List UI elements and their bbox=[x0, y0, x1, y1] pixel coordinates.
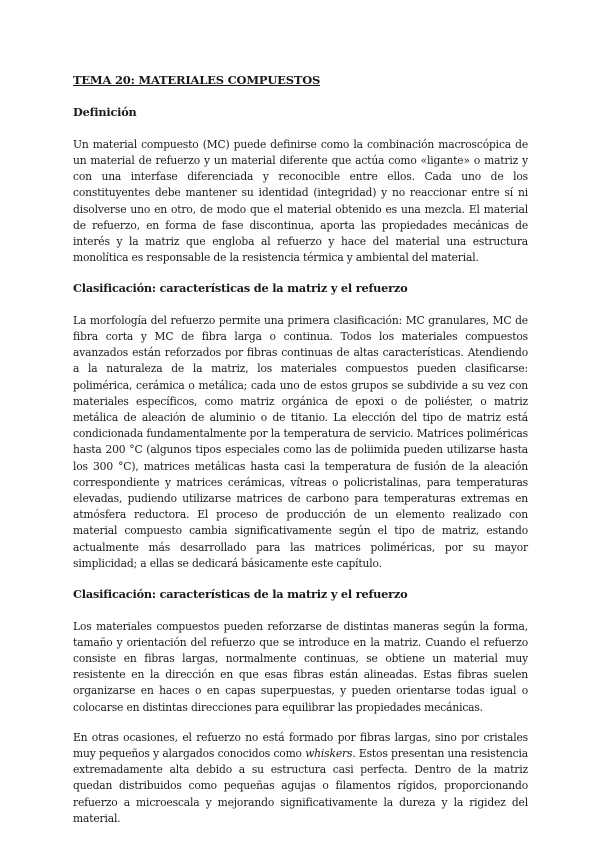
section-heading-clasificacion-1: Clasificación: características de la matriz y el refuerzo bbox=[73, 281, 408, 296]
whiskers-text-before: En otras ocasiones, el refuerzo no está formado por fibras largas, sino por cristales muy pequeños y alargados conocidos como bbox=[73, 730, 528, 760]
section-heading-clasificacion-2: Clasificación: características de la matriz y el refuerzo bbox=[73, 587, 408, 602]
whiskers-term: whiskers bbox=[305, 746, 353, 760]
paragraph-definicion: Un material compuesto (MC) puede definirse como la combinación macroscópica de un material de refuerzo y un material diferente que actúa como «ligante» o matriz y con una interfase diferenciada y reconocible entre ellos. Cada uno de los constituyentes debe mantener su identidad (integridad) y no reaccionar entre sí ni disolverse uno en otro, de modo que el material obtenido es una mezcla. El material de refuerzo, en forma de fase discontinua, aporta las propiedades mecánicas de interés y la matriz que engloba al refuerzo y hace del material una estructura monolítica es responsable de la resistencia térmica y ambiental del material. bbox=[73, 137, 528, 265]
paragraph-refuerzo-whiskers bbox=[73, 730, 528, 827]
paragraph-refuerzo-fibras: Los materiales compuestos pueden reforzarse de distintas maneras según la forma, tamaño y orientación del refuerzo que se introduce en la matriz. Cuando el refuerzo consiste en fibras largas, normalmente continuas, se obtiene un material muy resistente en la dirección en que esas fibras están alineadas. Estas fibras suelen organizarse en haces o en capas superpuestas, y pueden orientarse todas igual o colocarse en distintas direcciones para equilibrar las propiedades mecánicas. bbox=[73, 619, 528, 714]
document-page bbox=[73, 72, 528, 841]
document-title: TEMA 20: MATERIALES COMPUESTOS bbox=[73, 73, 321, 87]
whiskers-text-after: . Estos presentan una resistencia extremadamente alta debido a su estructura casi perfecta. Dentro de la matriz quedan distribuidos como pequeñas agujas o filamentos rígidos, proporcionando refuerzo a microescala y mejorando significativamente la dureza y la rigidez del material. bbox=[73, 746, 528, 825]
section-heading-definicion: Definición bbox=[73, 105, 137, 120]
paragraph-clasificacion-1: La morfología del refuerzo permite una primera clasificación: MC granulares, MC de fibra corta y MC de fibra larga o continua. Todos los materiales compuestos avanzados están reforzados por fibras continuas de altas características. Atendiendo a la naturaleza de la matriz, los materiales compuestos pueden clasificarse: polimérica, cerámica o metálica; cada uno de estos grupos se subdivide a su vez con materiales específicos, como matriz orgánica de epoxi o de poliéster, o matriz metálica de aleación de aluminio o de titanio. La elección del tipo de matriz está condicionada fundamentalmente por la temperatura de servicio. Matrices poliméricas hasta 200 °C (algunos tipos especiales como las de poliimida pueden utilizarse hasta los 300 °C), matrices metálicas hasta casi la temperatura de fusión de la aleación correspondiente y matrices cerámicas, vítreas o policristalinas, para temperaturas elevadas, pudiendo utilizarse matrices de carbono para temperaturas extremas en atmósfera reductora. El proceso de producción de un elemento realizado con material compuesto cambia significativamente según el tipo de matriz, estando actualmente más desarrollado para las matrices poliméricas, por su mayor simplicidad; a ellas se dedicará básicamente este capítulo. bbox=[73, 313, 528, 570]
